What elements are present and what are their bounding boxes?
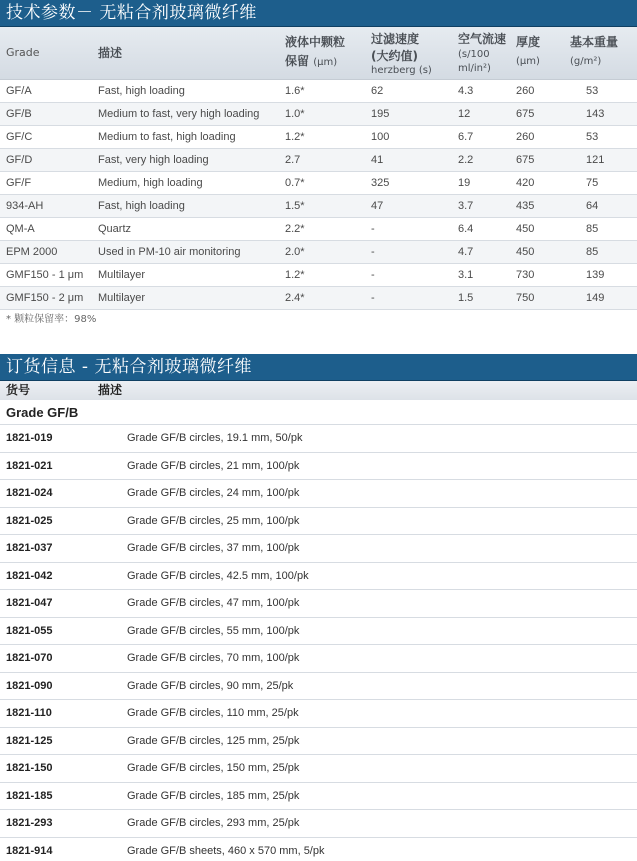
header-thickness: [516, 33, 540, 73]
order-desc: Grade GF/B circles, 42.5 mm, 100/pk: [127, 569, 309, 582]
order-code: 1821-070: [6, 652, 53, 664]
order-code: 1821-025: [6, 514, 53, 527]
order-code: 1821-019: [6, 432, 53, 444]
order-row: [0, 810, 637, 838]
cell-retention: 1.5*: [285, 200, 305, 212]
cell-retention: 1.6*: [285, 85, 305, 97]
cell-desc: Medium to fast, high loading: [98, 131, 236, 143]
cell-retention: 2.0*: [285, 246, 305, 258]
header-air-unit: ml/in²): [458, 63, 491, 74]
header-desc: 描述: [98, 46, 123, 60]
cell-retention: 1.2*: [285, 269, 305, 281]
header-weight-label: 基本重量: [570, 35, 619, 49]
cell-thickness: 435: [516, 200, 535, 212]
order-row: [0, 783, 637, 811]
cell-weight: 121: [586, 154, 605, 166]
spec-row: [0, 172, 637, 195]
order-table-body: [0, 425, 637, 861]
order-code: 1821-021: [6, 459, 53, 472]
cell-retention: 2.7: [285, 154, 301, 166]
cell-grade: EPM 2000: [6, 246, 58, 258]
cell-air: 4.3: [458, 85, 474, 97]
order-row: [0, 453, 637, 481]
cell-desc: Multilayer: [98, 269, 146, 281]
header-flow: [371, 30, 432, 78]
order-desc: Grade GF/B circles, 21 mm, 100/pk: [127, 459, 300, 472]
footnote: * 颗粒保留率：98%: [6, 314, 97, 325]
spec-row: [0, 126, 637, 149]
order-code: 1821-024: [6, 487, 53, 499]
order-row: [0, 700, 637, 728]
cell-weight: 149: [586, 292, 605, 304]
header-thickness-unit: (μm): [516, 56, 540, 67]
cell-weight: 139: [586, 269, 605, 281]
order-code: 1821-125: [6, 734, 53, 747]
order-code: 1821-047: [6, 597, 53, 609]
order-code: 1821-037: [6, 542, 53, 554]
cell-weight: 85: [586, 246, 599, 258]
grade-group-label: Grade GF/B: [0, 400, 637, 425]
header-retention: [285, 33, 345, 73]
header-retention-line1: 液体中颗粒: [285, 35, 346, 49]
cell-retention: 0.7*: [285, 177, 305, 189]
order-desc: Grade GF/B circles, 70 mm, 100/pk: [127, 652, 300, 664]
header-weight-unit: (g/m²): [570, 56, 602, 67]
cell-flow: -: [371, 292, 375, 304]
cell-thickness: 260: [516, 131, 535, 143]
cell-weight: 53: [586, 131, 599, 143]
spec-row: [0, 287, 637, 310]
order-desc: Grade GF/B circles, 47 mm, 100/pk: [127, 597, 300, 609]
cell-weight: 143: [586, 108, 605, 120]
cell-desc: Fast, high loading: [98, 200, 185, 212]
spec-table-header: [0, 27, 637, 80]
cell-weight: 64: [586, 200, 599, 212]
cell-flow: 325: [371, 177, 390, 189]
order-desc: Grade GF/B circles, 110 mm, 25/pk: [127, 707, 299, 719]
order-code: 1821-042: [6, 569, 53, 582]
order-code: 1821-055: [6, 624, 53, 637]
cell-air: 4.7: [458, 246, 474, 258]
cell-grade: 934-AH: [6, 200, 44, 212]
spec-section-title: 技术参数－ 无粘合剂玻璃微纤维: [0, 0, 637, 27]
order-row: [0, 535, 637, 563]
order-table-header: [0, 381, 637, 400]
order-code: 1821-293: [6, 817, 53, 829]
spec-row: [0, 103, 637, 126]
header-air: [458, 30, 506, 76]
cell-thickness: 420: [516, 177, 535, 189]
cell-grade: GF/D: [6, 154, 33, 166]
cell-grade: GF/C: [6, 131, 33, 143]
cell-grade: GF/B: [6, 108, 32, 120]
cell-grade: GF/A: [6, 85, 32, 97]
order-row: [0, 645, 637, 673]
cell-grade: GMF150 - 1 μm: [6, 269, 84, 281]
order-desc: Grade GF/B circles, 37 mm, 100/pk: [127, 542, 300, 554]
spec-row: [0, 195, 637, 218]
order-row: [0, 480, 637, 508]
cell-thickness: 750: [516, 292, 535, 304]
cell-flow: -: [371, 223, 375, 235]
order-desc: Grade GF/B circles, 90 mm, 25/pk: [127, 679, 294, 692]
cell-desc: Multilayer: [98, 292, 146, 304]
spec-row: [0, 218, 637, 241]
order-desc: Grade GF/B circles, 125 mm, 25/pk: [127, 734, 300, 747]
header-flow-unit: herzberg (s): [371, 65, 432, 76]
cell-thickness: 675: [516, 108, 535, 120]
order-desc: Grade GF/B circles, 19.1 mm, 50/pk: [127, 432, 303, 444]
header-flow-line2: (大约值): [371, 49, 418, 63]
spec-row: [0, 264, 637, 287]
header-code: 货号: [6, 383, 31, 397]
cell-thickness: 450: [516, 246, 535, 258]
cell-air: 3.1: [458, 269, 474, 281]
order-row: [0, 508, 637, 536]
order-code: 1821-110: [6, 707, 52, 719]
header-grade: Grade: [6, 46, 40, 59]
spec-table-body: [0, 80, 637, 310]
header-retention-unit: (μm): [313, 57, 338, 68]
cell-flow: 100: [371, 131, 390, 143]
order-code: 1821-150: [6, 762, 53, 774]
cell-weight: 53: [586, 85, 599, 97]
order-code: 1821-185: [6, 789, 53, 802]
cell-desc: Fast, very high loading: [98, 154, 209, 166]
order-section-title: 订货信息 - 无粘合剂玻璃微纤维: [0, 354, 637, 381]
cell-grade: GF/F: [6, 177, 32, 189]
header-weight: [570, 33, 618, 73]
order-row: [0, 563, 637, 591]
cell-retention: 2.4*: [285, 292, 305, 304]
header-thickness-label: 厚度: [516, 35, 541, 49]
cell-air: 1.5: [458, 292, 474, 304]
cell-flow: 41: [371, 154, 384, 166]
cell-air: 3.7: [458, 200, 474, 212]
cell-thickness: 450: [516, 223, 535, 235]
cell-air: 12: [458, 108, 471, 120]
header-retention-label: 保留: [285, 54, 310, 68]
cell-retention: 2.2*: [285, 223, 305, 235]
order-row: [0, 838, 637, 861]
header-order-desc: 描述: [98, 383, 123, 397]
cell-retention: 1.0*: [285, 108, 305, 120]
header-air-line2: (s/100: [458, 49, 490, 60]
order-desc: Grade GF/B circles, 185 mm, 25/pk: [127, 789, 300, 802]
cell-desc: Quartz: [98, 223, 132, 235]
header-flow-line1: 过滤速度: [371, 32, 420, 46]
order-row: [0, 728, 637, 756]
cell-flow: 47: [371, 200, 384, 212]
order-desc: Grade GF/B circles, 293 mm, 25/pk: [127, 817, 300, 829]
spec-row: [0, 80, 637, 103]
cell-flow: -: [371, 269, 375, 281]
cell-air: 6.4: [458, 223, 474, 235]
order-desc: Grade GF/B circles, 150 mm, 25/pk: [127, 762, 300, 774]
cell-flow: -: [371, 246, 375, 258]
order-row: [0, 590, 637, 618]
cell-grade: GMF150 - 2 μm: [6, 292, 84, 304]
order-row: [0, 755, 637, 783]
order-desc: Grade GF/B circles, 24 mm, 100/pk: [127, 487, 300, 499]
order-desc: Grade GF/B circles, 55 mm, 100/pk: [127, 624, 300, 637]
spec-row: [0, 241, 637, 264]
cell-desc: Fast, high loading: [98, 85, 185, 97]
cell-air: 2.2: [458, 154, 474, 166]
order-desc: Grade GF/B sheets, 460 x 570 mm, 5/pk: [127, 844, 325, 857]
cell-grade: QM-A: [6, 223, 35, 235]
section-spacer: [0, 330, 637, 354]
order-code: 1821-914: [6, 844, 53, 857]
cell-flow: 195: [371, 108, 390, 120]
cell-weight: 85: [586, 223, 599, 235]
cell-air: 6.7: [458, 131, 474, 143]
order-row: [0, 618, 637, 646]
order-code: 1821-090: [6, 679, 53, 692]
cell-retention: 1.2*: [285, 131, 305, 143]
order-desc: Grade GF/B circles, 25 mm, 100/pk: [127, 514, 300, 527]
cell-flow: 62: [371, 85, 384, 97]
order-row: [0, 673, 637, 701]
order-row: [0, 425, 637, 453]
cell-air: 19: [458, 177, 471, 189]
cell-thickness: 260: [516, 85, 535, 97]
cell-desc: Medium to fast, very high loading: [98, 108, 260, 120]
cell-thickness: 675: [516, 154, 535, 166]
cell-desc: Medium, high loading: [98, 177, 203, 189]
cell-desc: Used in PM-10 air monitoring: [98, 246, 241, 258]
header-retention-line2: [285, 51, 345, 73]
spec-row: [0, 149, 637, 172]
cell-weight: 75: [586, 177, 599, 189]
header-air-line1: 空气流速: [458, 32, 507, 46]
cell-thickness: 730: [516, 269, 535, 281]
